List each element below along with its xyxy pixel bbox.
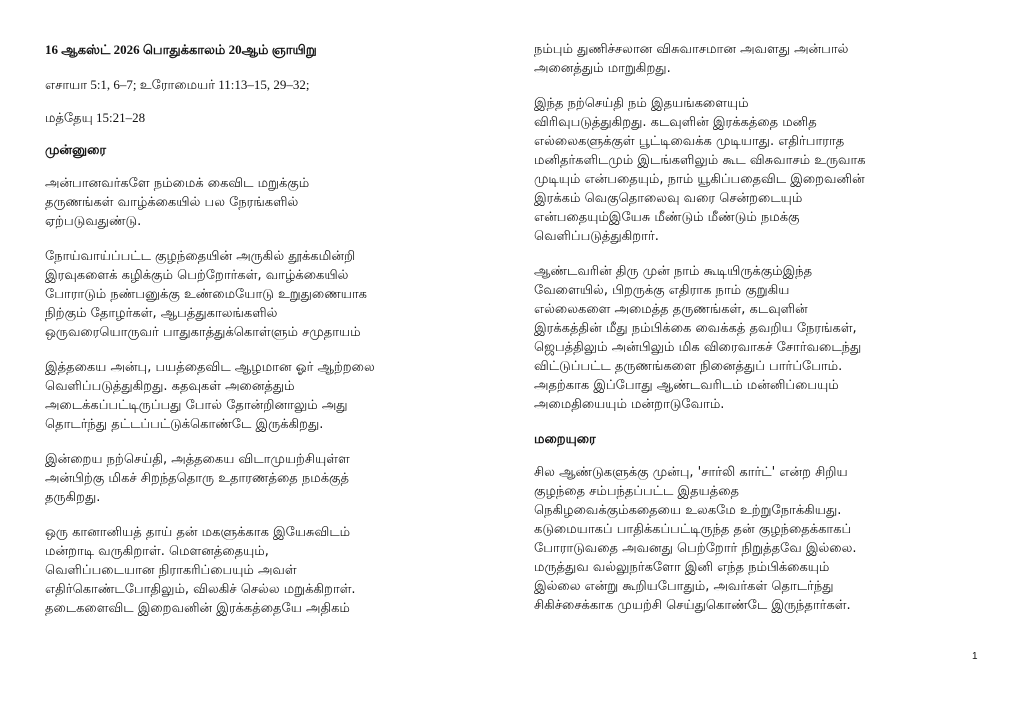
- paragraph-line: இத்தகைய அன்பு, பயத்தைவிட ஆழமான ஓர் ஆற்றலை: [45, 360, 375, 375]
- paragraph-line: என்பதையும்இயேசு மீண்டும் மீண்டும் நமக்கு: [534, 210, 800, 225]
- paragraph-line: எல்லைகளை அமைத்த தருணங்கள், கடவுளின்: [534, 302, 808, 317]
- paragraph: [45, 523, 490, 618]
- paragraph-line: வெளிப்படையான நிராகரிப்பையும் அவள்: [45, 563, 297, 578]
- paragraph-line: இன்றைய நற்செய்தி, அத்தகைய விடாமுயற்சியுள்ள: [45, 452, 350, 467]
- introduction-paragraphs: [45, 174, 490, 618]
- paragraph-line: ஒரு கானானியத் தாய் தன் மகளுக்காக இயேசுவிடம்: [45, 525, 351, 540]
- paragraph: [534, 463, 986, 615]
- section-heading-homily: மறையுரை: [534, 432, 596, 447]
- paragraph-line: வெளிப்படுத்துகிறது. கதவுகள் அனைத்தும்: [45, 379, 295, 394]
- paragraph-line: ஜெபத்திலும் அன்பிலும் மிக விரைவாகச் சோர்வடைந்து: [534, 340, 862, 355]
- paragraph-line: ஏற்படுவதுண்டு.: [45, 214, 142, 229]
- paragraph-line: நம்பும் துணிச்சலான விசுவாசமான அவளது அன்பால்: [534, 42, 849, 57]
- paragraph-line: அமைதியையும் மன்றாடுவோம்.: [534, 397, 725, 412]
- paragraph-line: வெளிப்படுத்துகிறார்.: [534, 229, 659, 244]
- paragraph-line: போராடும் நண்பனுக்கு உண்மையோடு உறுதுணையாக: [45, 287, 367, 302]
- paragraph-line: எல்லைகளுக்குள் பூட்டிவைக்க முடியாது. எதிர்பாராத: [534, 134, 845, 149]
- paragraph-line: அன்பிற்கு மிகச் சிறந்ததொரு உதாரணத்தை நமக்குத்: [45, 471, 349, 486]
- paragraph-line: தருகிறது.: [45, 490, 101, 505]
- paragraph-line: சிகிச்சைக்காக முயற்சி செய்துகொண்டே இருந்தார்கள்.: [534, 598, 851, 613]
- paragraph-line: தொடர்ந்து தட்டப்பட்டுக்கொண்டே இருக்கிறது.: [45, 417, 324, 432]
- paragraph-line: விட்டுப்பட்ட தருணங்களை நினைத்துப் பார்ப்போம்.: [534, 359, 843, 374]
- paragraph-line: மன்றாடி வருகிறாள். மௌனத்தையும்,: [45, 544, 269, 559]
- paragraph-line: குழந்தை சம்பந்தப்பட்ட இதயத்தை: [534, 484, 739, 499]
- document-title: 16 ஆகஸ்ட் 2026 பொதுக்காலம் 20ஆம் ஞாயிறு: [45, 42, 317, 57]
- paragraph: [534, 94, 986, 246]
- paragraph-line: இரக்கம் வெகுதொலைவு வரை சென்றடையும்: [534, 191, 803, 206]
- homily-paragraphs: [534, 463, 986, 615]
- paragraph-line: இந்த நற்செய்தி நம் இதயங்களையும்: [534, 96, 749, 111]
- paragraph-line: நோய்வாய்ப்பட்ட குழந்தையின் அருகில் தூக்கமின்றி: [45, 249, 356, 264]
- paragraph-line: விரிவுபடுத்துகிறது. கடவுளின் இரக்கத்தை மனித: [534, 115, 817, 130]
- paragraph-line: சில ஆண்டுகளுக்கு முன்பு, 'சார்லி கார்ட்' என்ற சிறிய: [534, 465, 848, 480]
- paragraph-line: ஒருவரையொருவர் பாதுகாத்துக்கொள்ளும் சமுதாயம்: [45, 325, 361, 340]
- paragraph-line: இரக்கத்தின் மீது நம்பிக்கை வைக்கத் தவறிய நேரங்கள்,: [534, 321, 857, 336]
- paragraph-line: நெகிழவைக்கும்கதையை உலகமே உற்றுநோக்கியது.: [534, 503, 842, 518]
- left-column: [45, 40, 490, 634]
- reading-reference-1: எசாயா 5:1, 6–7; உரோமையர் 11:13–15, 29–32;: [45, 77, 310, 92]
- continued-paragraphs: [534, 40, 986, 414]
- right-column: [534, 40, 986, 631]
- paragraph-line: இல்லை என்று கூறியபோதும், அவர்கள் தொடர்ந்து: [534, 579, 834, 594]
- paragraph-line: முடியும் என்பதையும், நாம் யூகிப்பதைவிட இறைவனின்: [534, 172, 865, 187]
- section-heading-introduction: முன்னுரை: [45, 143, 107, 158]
- paragraph: [45, 358, 490, 434]
- paragraph-line: அதற்காக இப்போது ஆண்டவரிடம் மன்னிப்பையும்: [534, 378, 839, 393]
- reading-reference-2: மத்தேயு 15:21–28: [45, 110, 146, 125]
- paragraph: [534, 40, 986, 78]
- paragraph: [45, 450, 490, 507]
- paragraph-line: அனைத்தும் மாறுகிறது.: [534, 61, 671, 76]
- paragraph-line: அன்பானவர்களே நம்மைக் கைவிட மறுக்கும்: [45, 176, 310, 191]
- paragraph: [45, 174, 490, 231]
- paragraph-line: மனிதர்களிடமும் இடங்களிலும் கூட விசுவாசம் உருவாக: [534, 153, 866, 168]
- paragraph-line: இரவுகளைக் கழிக்கும் பெற்றோர்கள், வாழ்க்கையில்: [45, 268, 349, 283]
- paragraph-line: மருத்துவ வல்லுநர்களோ இனி எந்த நம்பிக்கையும்: [534, 560, 830, 575]
- paragraph-line: எதிர்கொண்டபோதிலும், விலகிச் செல்ல மறுக்கிறாள்.: [45, 582, 356, 597]
- paragraph-line: ஆண்டவரின் திரு முன் நாம் கூடியிருக்கும்இந்த: [534, 264, 813, 279]
- paragraph-line: தருணங்கள் வாழ்க்கையில் பல நேரங்களில்: [45, 195, 299, 210]
- paragraph-line: அடைக்கப்பட்டிருப்பது போல் தோன்றினாலும் அது: [45, 398, 348, 413]
- paragraph-line: நிற்கும் தோழர்கள், ஆபத்துகாலங்களில்: [45, 306, 278, 321]
- paragraph-line: கடுமையாகப் பாதிக்கப்பட்டிருந்த தன் குழந்தைக்காகப்: [534, 522, 852, 537]
- page-number: 1: [972, 651, 978, 662]
- paragraph-line: தடைகளைவிட இறைவனின் இரக்கத்தையே அதிகம்: [45, 601, 350, 616]
- paragraph: [45, 247, 490, 342]
- paragraph-line: வேளையில், பிறருக்கு எதிராக நாம் குறுகிய: [534, 283, 790, 298]
- paragraph: [534, 262, 986, 414]
- paragraph-line: போராடுவதை அவனது பெற்றோர் நிறுத்தவே இல்லை.: [534, 541, 857, 556]
